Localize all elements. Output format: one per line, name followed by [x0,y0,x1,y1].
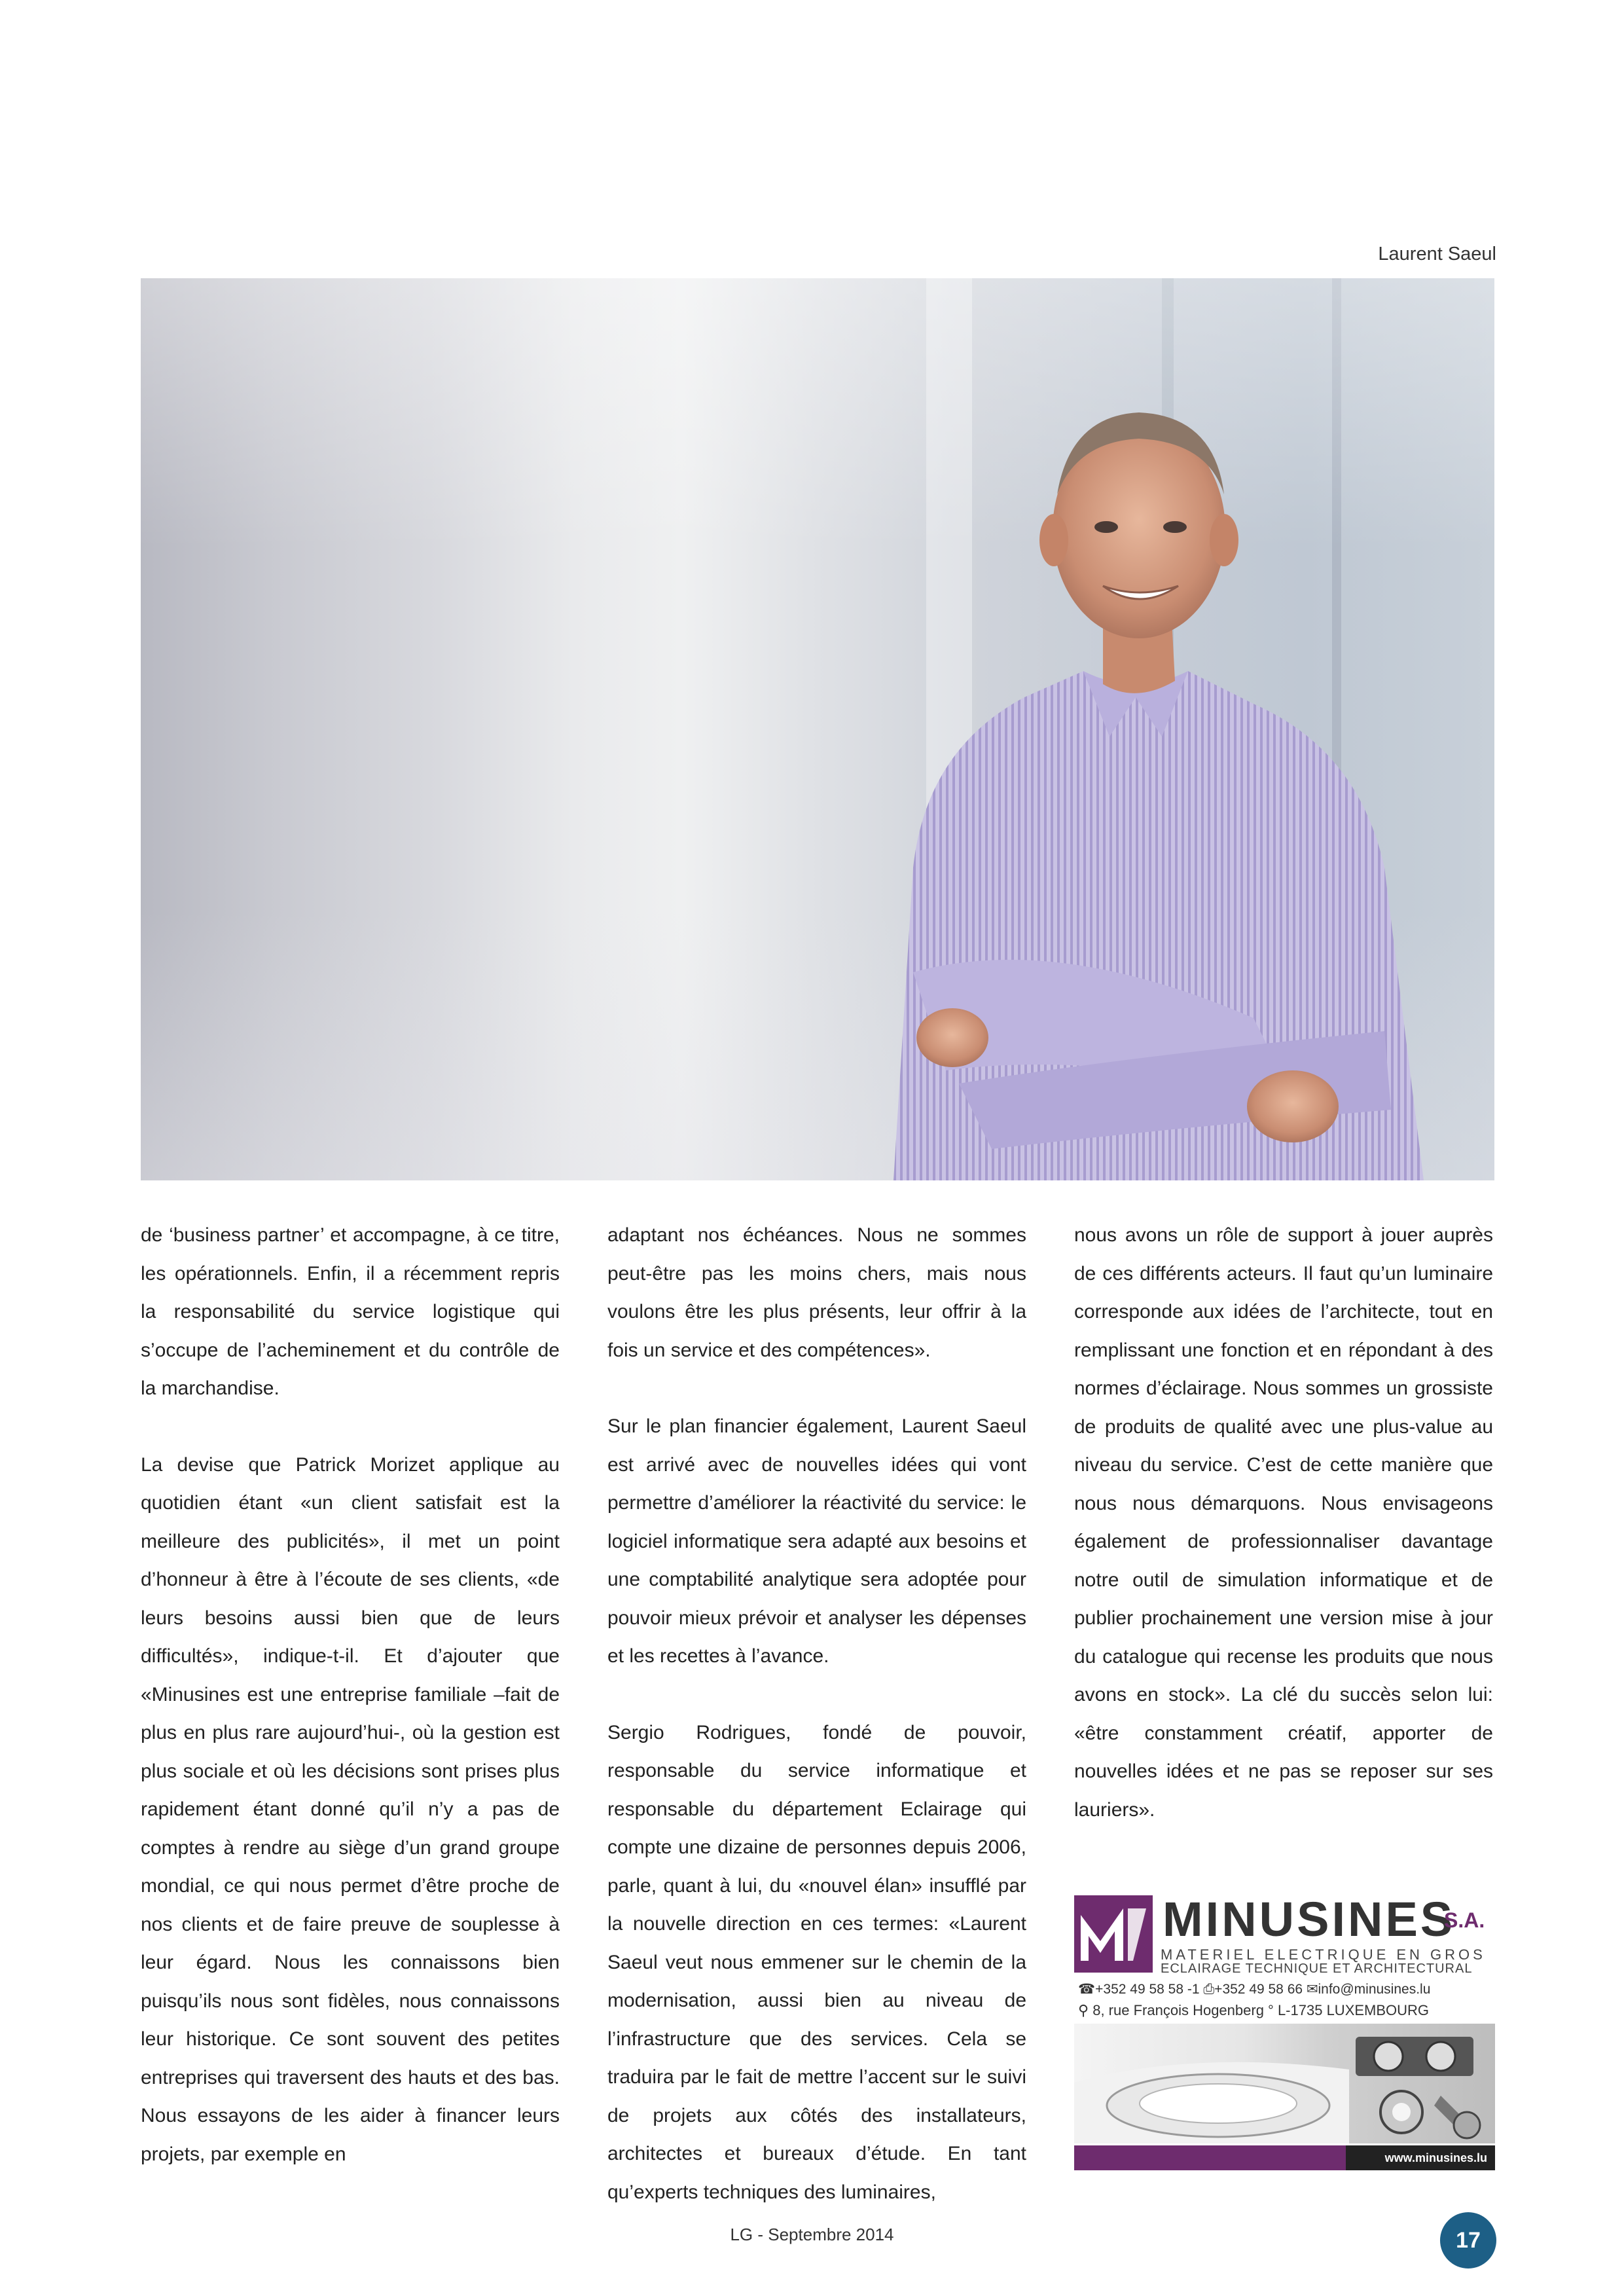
paragraph: La devise que Patrick Morizet applique au quotidien étant «un client satisfait est la meilleure des publicités», il met un point d’honneur à être à l’écoute de ses clients, «de leurs besoins aussi bien que de leurs difficultés», indique-t-il. Et d’ajouter que «Minusines est une entreprise familiale –fait de plus en plus rare aujourd’hui-, où la gestion est plus sociale et où les décisions sont prises plus rapidement étant donné qu’il n’y a pas de comptes à rendre au siège d’un grand groupe mondial, ce qui nous permet d’être proche de nos clients et de faire preuve de souplesse à leur égard. Nous les connaissons bien puisqu’ils nous sont fidèles, nous connaissons leur historique. Ce sont souvent des petites entreprises qui traversent des hauts et des bas. Nous essayons de les aider à financer leurs projets, par exemple en [141,1453,560,2165]
ad-products-image [1074,2024,1495,2143]
ad-address: ⚲ 8, rue François Hogenberg ° L-1735 LUXEMBOURG [1078,2002,1430,2018]
ad-tagline: ECLAIRAGE TECHNIQUE ET ARCHITECTURAL [1161,1961,1473,1976]
photo-caption: Laurent Saeul [1378,244,1496,264]
minusines-logo-icon [1074,1895,1153,1973]
page-number-badge: 17 [1440,2212,1496,2269]
luminaire-products-illustration [1074,2024,1495,2143]
article-column-2 [607,1216,1026,2250]
article-column-1 [141,1216,560,2212]
paragraph: adaptant nos échéances. Nous ne sommes peut-être pas les moins chers, mais nous voulons être les plus présents, leur offrir à la fois un service et des compétences». [607,1224,1026,1361]
paragraph: Sur le plan financier également, Laurent Saeul est arrivé avec de nouvelles idées qui vont permettre d’améliorer la réactivité du service: le logiciel informatique sera adapté aux besoins et une comptabilité analytique sera adoptée pour pouvoir mieux prévoir et analyser les dépenses et les recettes à l’avance. [607,1415,1026,1667]
ad-website-link[interactable]: www.minusines.lu [1384,2151,1487,2164]
ad-contact-info: ☎+352 49 58 58 -1 ⎙+352 49 58 66 ✉info@minusines.lu [1078,1982,1431,1997]
paragraph: nous avons un rôle de support à jouer auprès de ces différents acteurs. Il faut qu’un luminaire corresponde aux idées de l’architecte, tout en remplissant une fonction et en répondant à des normes d’éclairage. Nous sommes un grossiste de produits de qualité avec une plus-value au niveau du service. C’est de cette manière que nous nous démarquons. Nous envisageons également de professionnaliser davantage notre outil de simulation informatique et de publier prochainement une version mise à jour du catalogue qui recense les produits que nous avons en stock». La clé du succès selon lui: «être constamment créatif, apporter de nouvelles idées et ne pas se reposer sur ses lauriers». [1074,1224,1493,1821]
minusines-advertisement [1074,1892,1495,2170]
article-column-3 [1074,1216,1493,1867]
paragraph: Sergio Rodrigues, fondé de pouvoir, responsable du service informatique et responsable du département Eclairage qui compte une dizaine de personnes depuis 2006, parle, quant à lui, du «nouvel élan» insufflé par la nouvelle direction en ces termes: «Laurent Saeul veut nous emmener sur le chemin de la modernisation, aussi bien au niveau de l’infrastructure que des services. Cela se traduira par le fait de mettre l’accent sur le suivi de projets aux côtés des installateurs, architectes et bureaux d’étude. En tant qu’experts techniques des luminaires, [607,1721,1026,2203]
ad-brand-name: MINUSINES [1163,1892,1456,1946]
portrait-photo [141,278,1494,1180]
paragraph: de ‘business partner’ et accompagne, à ce titre, les opérationnels. Enfin, il a récemment repris la responsabilité du service logistique qui s’occupe de l’acheminement et du contrôle de la marchandise. [141,1224,560,1399]
ad-tagline: MATERIEL ELECTRIQUE EN GROS [1161,1946,1486,1963]
ad-footer-bar [1074,2145,1495,2170]
publication-footer: LG - Septembre 2014 [730,2225,894,2244]
ad-url-box [1346,2145,1495,2170]
man-in-striped-shirt-figure [141,278,1494,1180]
ad-brand-suffix: S.A. [1444,1908,1485,1932]
